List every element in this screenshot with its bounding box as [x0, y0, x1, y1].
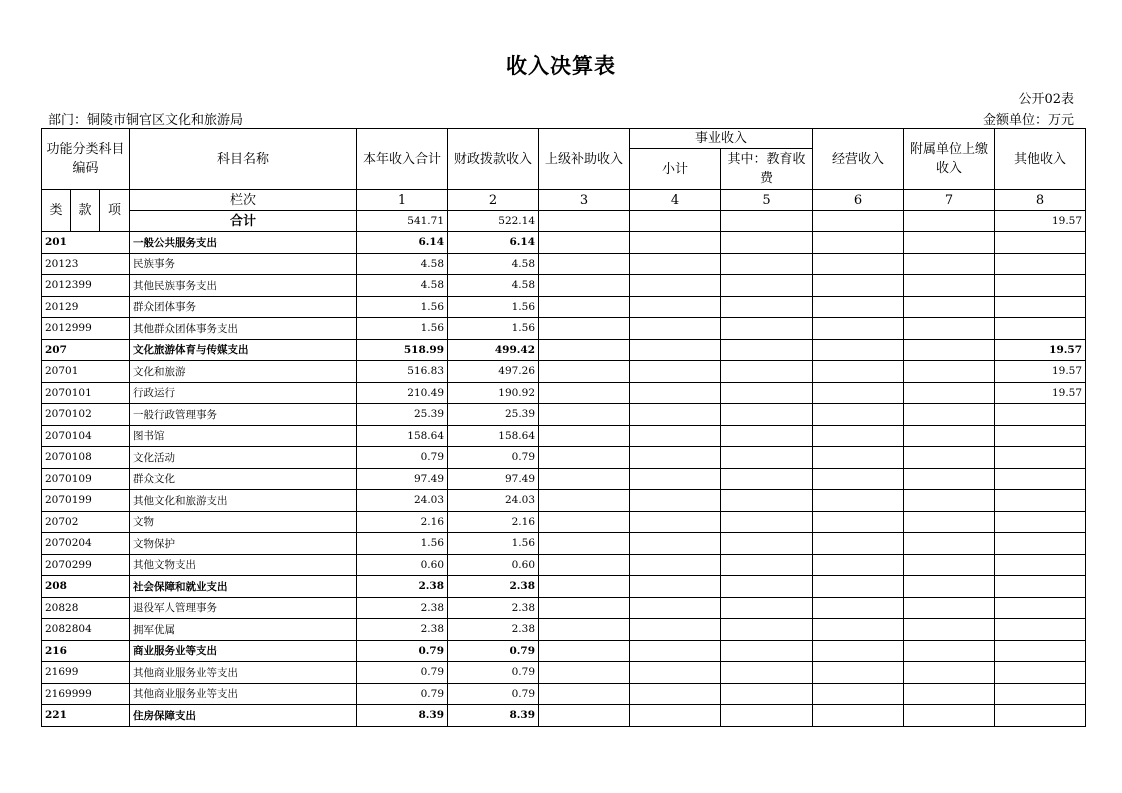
superior-cell: [539, 296, 630, 318]
subject-name-cell: 一般公共服务支出: [130, 232, 357, 254]
total-label: 合计: [130, 211, 357, 232]
total-income-cell: 0.79: [357, 683, 448, 705]
table-row: [42, 382, 1086, 404]
total-income-value: 541.71: [357, 211, 448, 232]
total-income-cell: 0.79: [357, 662, 448, 684]
total-income-cell: 4.58: [357, 275, 448, 297]
superior-cell: [539, 318, 630, 340]
total-other-value: 19.57: [995, 211, 1086, 232]
func-code-cell: 2070102: [42, 404, 130, 426]
edu-fee-cell: [721, 683, 813, 705]
fiscal-cell: 499.42: [448, 339, 539, 361]
header-superior: 上级补助收入: [539, 129, 630, 190]
table-row: [42, 597, 1086, 619]
header-subtotal: 小计: [630, 149, 721, 190]
subject-name-cell: 其他商业服务业等支出: [130, 683, 357, 705]
edu-fee-cell: [721, 662, 813, 684]
table-row: [42, 662, 1086, 684]
other-income-cell: [995, 683, 1086, 705]
total-income-cell: 4.58: [357, 253, 448, 275]
header-subject: 科目名称: [130, 129, 357, 190]
subtotal-cell: [630, 253, 721, 275]
other-income-cell: 19.57: [995, 339, 1086, 361]
other-income-cell: [995, 705, 1086, 727]
superior-cell: [539, 253, 630, 275]
affiliated-cell: [904, 447, 995, 469]
fiscal-cell: 497.26: [448, 361, 539, 383]
fiscal-cell: 1.56: [448, 318, 539, 340]
fiscal-cell: 2.38: [448, 576, 539, 598]
superior-cell: [539, 447, 630, 469]
subject-name-cell: 拥军优属: [130, 619, 357, 641]
other-income-cell: [995, 275, 1086, 297]
header-lei: 类: [42, 190, 71, 232]
func-code-cell: 2070199: [42, 490, 130, 512]
operating-cell: [813, 511, 904, 533]
subtotal-cell: [630, 275, 721, 297]
affiliated-cell: [904, 662, 995, 684]
superior-cell: [539, 554, 630, 576]
operating-cell: [813, 339, 904, 361]
fiscal-cell: 4.58: [448, 253, 539, 275]
table-row: [42, 339, 1086, 361]
total-income-cell: 1.56: [357, 318, 448, 340]
fiscal-cell: 0.79: [448, 662, 539, 684]
table-row: [42, 232, 1086, 254]
func-code-cell: 201: [42, 232, 130, 254]
func-code-cell: 207: [42, 339, 130, 361]
fiscal-cell: 24.03: [448, 490, 539, 512]
header-business: 事业收入: [630, 129, 813, 149]
func-code-cell: 2012399: [42, 275, 130, 297]
func-code-cell: 20129: [42, 296, 130, 318]
form-number: 公开02表: [1018, 92, 1074, 107]
func-code-cell: 2082804: [42, 619, 130, 641]
func-code-cell: 2070109: [42, 468, 130, 490]
subtotal-cell: [630, 404, 721, 426]
subject-name-cell: 社会保障和就业支出: [130, 576, 357, 598]
table-row: [42, 640, 1086, 662]
other-income-cell: [995, 597, 1086, 619]
affiliated-cell: [904, 533, 995, 555]
other-income-cell: [995, 640, 1086, 662]
edu-fee-cell: [721, 619, 813, 641]
edu-fee-cell: [721, 640, 813, 662]
affiliated-cell: [904, 576, 995, 598]
edu-fee-cell: [721, 554, 813, 576]
total-income-cell: 8.39: [357, 705, 448, 727]
subject-name-cell: 行政运行: [130, 382, 357, 404]
header-other: 其他收入: [995, 129, 1086, 190]
func-code-cell: 208: [42, 576, 130, 598]
subtotal-cell: [630, 447, 721, 469]
edu-fee-cell: [721, 232, 813, 254]
affiliated-cell: [904, 511, 995, 533]
subtotal-cell: [630, 425, 721, 447]
superior-cell: [539, 339, 630, 361]
fiscal-cell: 8.39: [448, 705, 539, 727]
func-code-cell: 221: [42, 705, 130, 727]
other-income-cell: [995, 318, 1086, 340]
affiliated-cell: [904, 705, 995, 727]
total-income-cell: 210.49: [357, 382, 448, 404]
edu-fee-cell: [721, 296, 813, 318]
edu-fee-cell: [721, 511, 813, 533]
total-income-cell: 2.16: [357, 511, 448, 533]
edu-fee-cell: [721, 468, 813, 490]
total-income-cell: 158.64: [357, 425, 448, 447]
header-fiscal: 财政拨款收入: [448, 129, 539, 190]
subject-name-cell: 群众团体事务: [130, 296, 357, 318]
subtotal-cell: [630, 339, 721, 361]
edu-fee-cell: [721, 404, 813, 426]
total-income-cell: 516.83: [357, 361, 448, 383]
operating-cell: [813, 576, 904, 598]
total-income-cell: 1.56: [357, 533, 448, 555]
func-code-cell: 2169999: [42, 683, 130, 705]
table-row: [42, 404, 1086, 426]
fiscal-cell: 25.39: [448, 404, 539, 426]
department-label: 部门：铜陵市铜官区文化和旅游局: [48, 113, 244, 128]
table-row: [42, 619, 1086, 641]
func-code-cell: 2070299: [42, 554, 130, 576]
total-operating-value: [813, 211, 904, 232]
fiscal-cell: 1.56: [448, 296, 539, 318]
table-row: [42, 576, 1086, 598]
other-income-cell: [995, 404, 1086, 426]
subject-name-cell: 文物: [130, 511, 357, 533]
subtotal-cell: [630, 533, 721, 555]
affiliated-cell: [904, 253, 995, 275]
fiscal-cell: 1.56: [448, 533, 539, 555]
operating-cell: [813, 425, 904, 447]
total-income-cell: 25.39: [357, 404, 448, 426]
subtotal-cell: [630, 683, 721, 705]
operating-cell: [813, 275, 904, 297]
superior-cell: [539, 382, 630, 404]
table-row: [42, 683, 1086, 705]
other-income-cell: 19.57: [995, 361, 1086, 383]
func-code-cell: 2070101: [42, 382, 130, 404]
subject-name-cell: 文化旅游体育与传媒支出: [130, 339, 357, 361]
header-lanci: 栏次: [130, 190, 357, 211]
superior-cell: [539, 640, 630, 662]
subtotal-cell: [630, 318, 721, 340]
affiliated-cell: [904, 296, 995, 318]
superior-cell: [539, 597, 630, 619]
other-income-cell: [995, 425, 1086, 447]
subtotal-cell: [630, 597, 721, 619]
col-index-4: 4: [630, 190, 721, 211]
fiscal-cell: 0.79: [448, 683, 539, 705]
table-row: [42, 447, 1086, 469]
table-row: [42, 705, 1086, 727]
operating-cell: [813, 404, 904, 426]
fiscal-cell: 2.38: [448, 619, 539, 641]
subtotal-cell: [630, 511, 721, 533]
table-row: [42, 425, 1086, 447]
subtotal-cell: [630, 296, 721, 318]
affiliated-cell: [904, 490, 995, 512]
fiscal-cell: 0.60: [448, 554, 539, 576]
func-code-cell: 216: [42, 640, 130, 662]
subject-name-cell: 文物保护: [130, 533, 357, 555]
subject-name-cell: 民族事务: [130, 253, 357, 275]
other-income-cell: [995, 576, 1086, 598]
col-index-6: 6: [813, 190, 904, 211]
subtotal-cell: [630, 640, 721, 662]
subject-name-cell: 住房保障支出: [130, 705, 357, 727]
func-code-cell: 21699: [42, 662, 130, 684]
total-income-cell: 0.79: [357, 447, 448, 469]
subject-name-cell: 文化和旅游: [130, 361, 357, 383]
subject-name-cell: 商业服务业等支出: [130, 640, 357, 662]
income-table: [41, 128, 1086, 727]
total-superior-value: [539, 211, 630, 232]
subtotal-cell: [630, 232, 721, 254]
operating-cell: [813, 318, 904, 340]
col-index-1: 1: [357, 190, 448, 211]
header-kuan: 款: [71, 190, 100, 232]
other-income-cell: [995, 554, 1086, 576]
table-row: [42, 533, 1086, 555]
operating-cell: [813, 382, 904, 404]
total-income-cell: 1.56: [357, 296, 448, 318]
header-total-income: 本年收入合计: [357, 129, 448, 190]
edu-fee-cell: [721, 576, 813, 598]
func-code-cell: 20702: [42, 511, 130, 533]
func-code-cell: 2012999: [42, 318, 130, 340]
superior-cell: [539, 619, 630, 641]
superior-cell: [539, 705, 630, 727]
fiscal-cell: 97.49: [448, 468, 539, 490]
superior-cell: [539, 490, 630, 512]
table-row: [42, 296, 1086, 318]
header-func-code: 功能分类科目编码: [42, 129, 130, 190]
table-row: [42, 490, 1086, 512]
total-subtotal-value: [630, 211, 721, 232]
affiliated-cell: [904, 275, 995, 297]
affiliated-cell: [904, 640, 995, 662]
affiliated-cell: [904, 683, 995, 705]
report-title: 收入决算表: [506, 53, 616, 78]
superior-cell: [539, 361, 630, 383]
superior-cell: [539, 683, 630, 705]
affiliated-cell: [904, 318, 995, 340]
subtotal-cell: [630, 554, 721, 576]
operating-cell: [813, 683, 904, 705]
other-income-cell: [995, 232, 1086, 254]
other-income-cell: 19.57: [995, 382, 1086, 404]
subject-name-cell: 其他文物支出: [130, 554, 357, 576]
edu-fee-cell: [721, 253, 813, 275]
fiscal-cell: 2.38: [448, 597, 539, 619]
subtotal-cell: [630, 705, 721, 727]
total-income-cell: 518.99: [357, 339, 448, 361]
superior-cell: [539, 576, 630, 598]
subtotal-cell: [630, 490, 721, 512]
edu-fee-cell: [721, 275, 813, 297]
affiliated-cell: [904, 232, 995, 254]
subject-name-cell: 其他商业服务业等支出: [130, 662, 357, 684]
affiliated-cell: [904, 425, 995, 447]
superior-cell: [539, 468, 630, 490]
edu-fee-cell: [721, 597, 813, 619]
total-fiscal-value: 522.14: [448, 211, 539, 232]
subtotal-cell: [630, 382, 721, 404]
other-income-cell: [995, 490, 1086, 512]
header-affiliated: 附属单位上缴收入: [904, 129, 995, 190]
edu-fee-cell: [721, 425, 813, 447]
table-row: [42, 361, 1086, 383]
subtotal-cell: [630, 619, 721, 641]
header-edu-fee: 其中：教育收费: [721, 149, 813, 190]
subject-name-cell: 群众文化: [130, 468, 357, 490]
operating-cell: [813, 705, 904, 727]
func-code-cell: 20828: [42, 597, 130, 619]
operating-cell: [813, 296, 904, 318]
superior-cell: [539, 275, 630, 297]
operating-cell: [813, 232, 904, 254]
total-income-cell: 2.38: [357, 619, 448, 641]
fiscal-cell: 0.79: [448, 640, 539, 662]
operating-cell: [813, 490, 904, 512]
total-income-cell: 97.49: [357, 468, 448, 490]
subtotal-cell: [630, 361, 721, 383]
affiliated-cell: [904, 597, 995, 619]
fiscal-cell: 158.64: [448, 425, 539, 447]
other-income-cell: [995, 447, 1086, 469]
operating-cell: [813, 253, 904, 275]
edu-fee-cell: [721, 382, 813, 404]
affiliated-cell: [904, 339, 995, 361]
other-income-cell: [995, 468, 1086, 490]
edu-fee-cell: [721, 705, 813, 727]
operating-cell: [813, 361, 904, 383]
edu-fee-cell: [721, 339, 813, 361]
total-income-cell: 0.79: [357, 640, 448, 662]
other-income-cell: [995, 296, 1086, 318]
subject-name-cell: 其他民族事务支出: [130, 275, 357, 297]
superior-cell: [539, 404, 630, 426]
affiliated-cell: [904, 361, 995, 383]
edu-fee-cell: [721, 490, 813, 512]
col-index-5: 5: [721, 190, 813, 211]
func-code-cell: 20123: [42, 253, 130, 275]
subject-name-cell: 一般行政管理事务: [130, 404, 357, 426]
affiliated-cell: [904, 382, 995, 404]
table-row: [42, 554, 1086, 576]
func-code-cell: 2070204: [42, 533, 130, 555]
table-row: [42, 275, 1086, 297]
operating-cell: [813, 640, 904, 662]
operating-cell: [813, 597, 904, 619]
affiliated-cell: [904, 619, 995, 641]
func-code-cell: 2070108: [42, 447, 130, 469]
other-income-cell: [995, 253, 1086, 275]
table-row: [42, 511, 1086, 533]
other-income-cell: [995, 511, 1086, 533]
superior-cell: [539, 511, 630, 533]
total-affiliated-value: [904, 211, 995, 232]
col-index-2: 2: [448, 190, 539, 211]
table-row: [42, 253, 1086, 275]
operating-cell: [813, 533, 904, 555]
superior-cell: [539, 662, 630, 684]
affiliated-cell: [904, 468, 995, 490]
operating-cell: [813, 662, 904, 684]
subject-name-cell: 其他文化和旅游支出: [130, 490, 357, 512]
total-income-cell: 0.60: [357, 554, 448, 576]
fiscal-cell: 0.79: [448, 447, 539, 469]
operating-cell: [813, 447, 904, 469]
total-income-cell: 6.14: [357, 232, 448, 254]
subject-name-cell: 其他群众团体事务支出: [130, 318, 357, 340]
superior-cell: [539, 425, 630, 447]
header-operating: 经营收入: [813, 129, 904, 190]
total-edu-fee-value: [721, 211, 813, 232]
subject-name-cell: 文化活动: [130, 447, 357, 469]
other-income-cell: [995, 619, 1086, 641]
fiscal-cell: 2.16: [448, 511, 539, 533]
func-code-cell: 20701: [42, 361, 130, 383]
col-index-3: 3: [539, 190, 630, 211]
table-row: [42, 318, 1086, 340]
edu-fee-cell: [721, 533, 813, 555]
total-income-cell: 2.38: [357, 576, 448, 598]
operating-cell: [813, 619, 904, 641]
superior-cell: [539, 232, 630, 254]
subtotal-cell: [630, 576, 721, 598]
subject-name-cell: 图书馆: [130, 425, 357, 447]
table-row: [42, 468, 1086, 490]
other-income-cell: [995, 533, 1086, 555]
total-income-cell: 2.38: [357, 597, 448, 619]
col-index-7: 7: [904, 190, 995, 211]
subject-name-cell: 退役军人管理事务: [130, 597, 357, 619]
subtotal-cell: [630, 662, 721, 684]
operating-cell: [813, 468, 904, 490]
amount-unit-label: 金额单位：万元: [982, 113, 1074, 128]
fiscal-cell: 190.92: [448, 382, 539, 404]
operating-cell: [813, 554, 904, 576]
edu-fee-cell: [721, 318, 813, 340]
total-income-cell: 24.03: [357, 490, 448, 512]
subtotal-cell: [630, 468, 721, 490]
affiliated-cell: [904, 554, 995, 576]
edu-fee-cell: [721, 361, 813, 383]
fiscal-cell: 4.58: [448, 275, 539, 297]
affiliated-cell: [904, 404, 995, 426]
col-index-8: 8: [995, 190, 1086, 211]
edu-fee-cell: [721, 447, 813, 469]
fiscal-cell: 6.14: [448, 232, 539, 254]
other-income-cell: [995, 662, 1086, 684]
func-code-cell: 2070104: [42, 425, 130, 447]
superior-cell: [539, 533, 630, 555]
header-xiang: 项: [100, 190, 130, 232]
